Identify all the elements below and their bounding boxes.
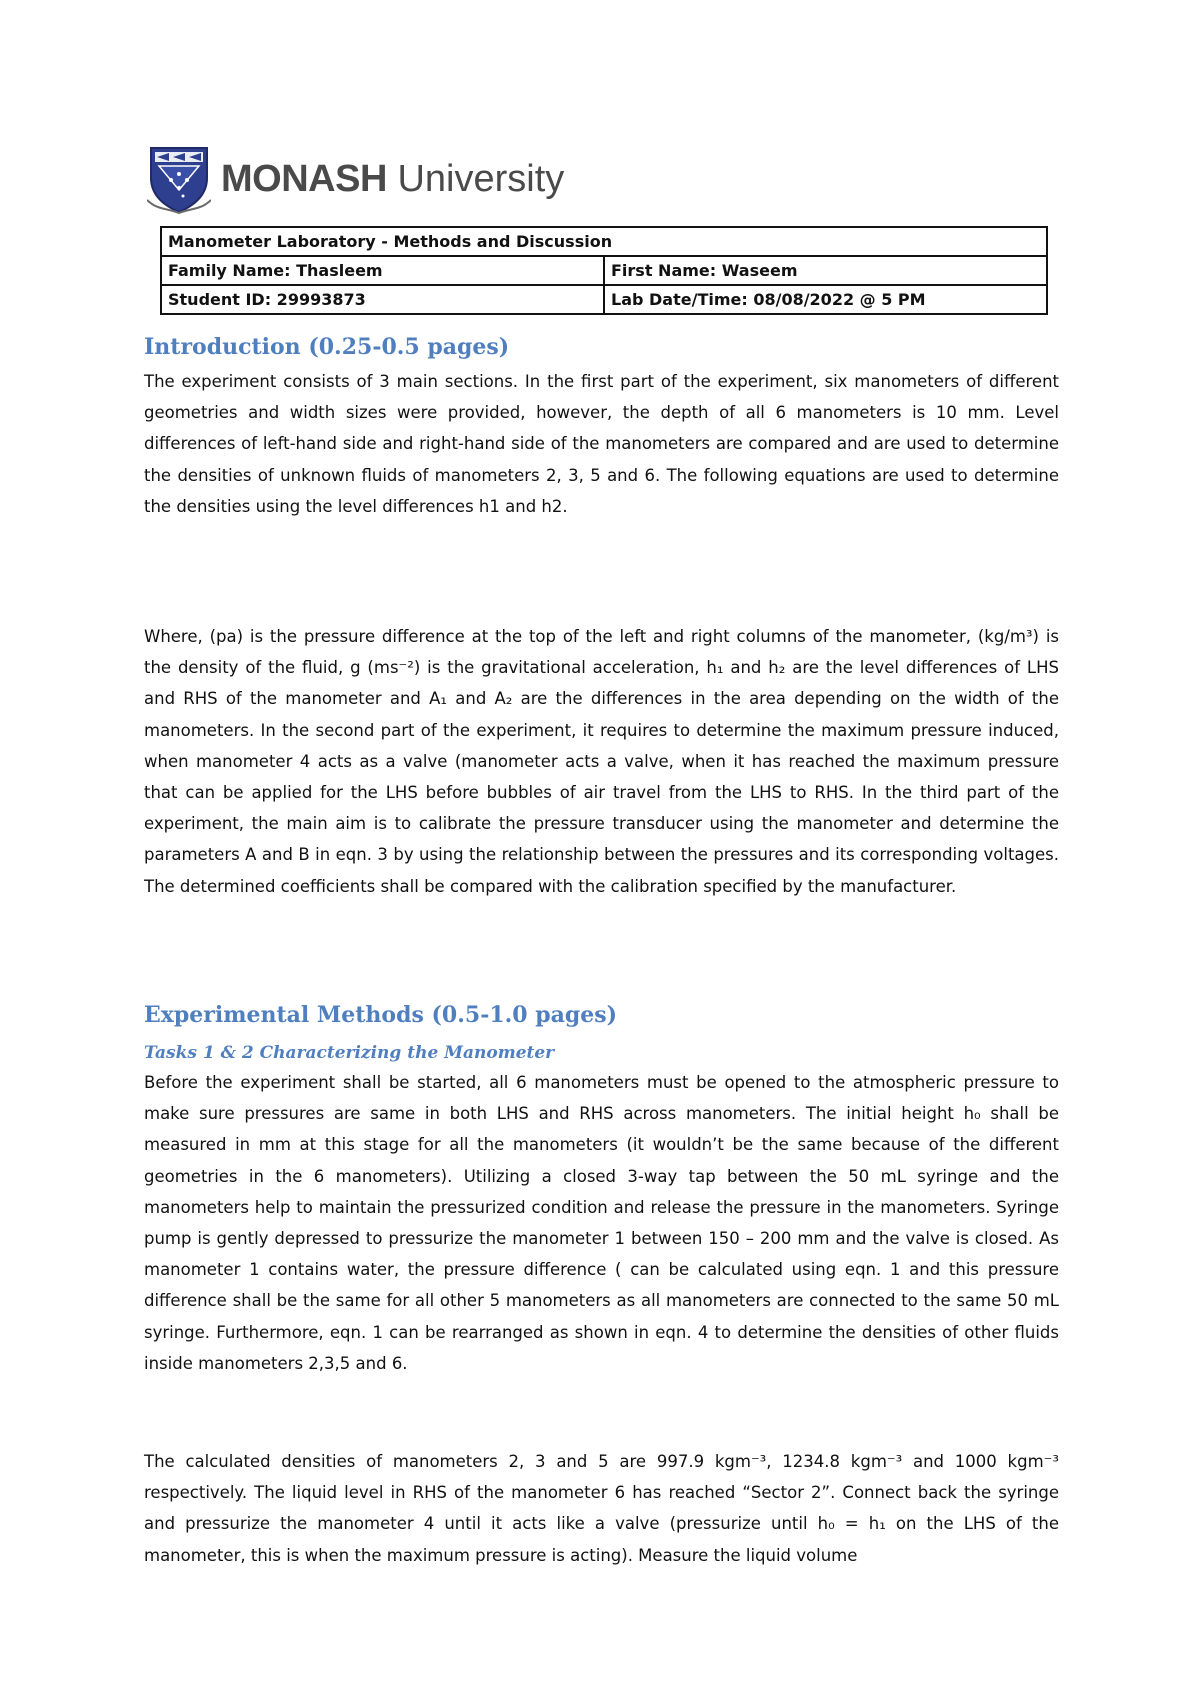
logo-wordmark (221, 160, 564, 198)
monash-logo (147, 144, 564, 214)
family-name: Family Name: Thasleem (161, 256, 604, 285)
header-row-names (161, 256, 1047, 285)
lab-title: Manometer Laboratory - Methods and Discussion (161, 227, 1047, 256)
introduction-paragraph-2: Where, (pa) is the pressure difference at the top of the left and right columns of the manometer, (kg/m³) is the density of the fluid, g (ms⁻²) is the gravitational acceleration, h₁ and h₂ are the level differences of LHS and RHS of the manometer and A₁ and A₂ are the differences in the area depending on the width of the manometers. In the second part of the experiment, it requires to determine the maximum pressure induced, when manometer 4 acts as a valve (manometer acts a valve, when it has reached the maximum pressure that can be applied for the LHS before bubbles of air travel from the LHS to RHS. In the third part of the experiment, the main aim is to calibrate the pressure transducer using the manometer and determine the parameters A and B in eqn. 3 by using the relationship between the pressures and its corresponding voltages. The determined coefficients shall be compared with the calibration specified by the manufacturer. (144, 627, 1059, 896)
lab-date-time: Lab Date/Time: 08/08/2022 @ 5 PM (604, 285, 1047, 314)
logo-university: University (386, 158, 565, 200)
logo-brand: MONASH (221, 158, 387, 200)
introduction-paragraph-1: The experiment consists of 3 main sections. In the first part of the experiment, six manometers of different geometries and width sizes were provided, however, the depth of all 6 manometers is 10 mm. Level differences of left-hand side and right-hand side of the manometers are compared and are used to determine the densities of unknown fluids of manometers 2, 3, 5 and 6. The following equations are used to determine the densities using the level differences h1 and h2. (144, 372, 1059, 516)
student-id: Student ID: 29993873 (161, 285, 604, 314)
methods-paragraph-1: Before the experiment shall be started, all 6 manometers must be opened to the atmospheric pressure to make sure pressures are same in both LHS and RHS across manometers. The initial height h₀ shall be measured in mm at this stage for all the manometers (it wouldn’t be the same because of the different geometries in the 6 manometers). Utilizing a closed 3-way tap between the 50 mL syringe and the manometers help to maintain the pressurized condition and release the pressure in the manometers. Syringe pump is gently depressed to pressurize the manometer 1 between 150 – 200 mm and the valve is closed. As manometer 1 contains water, the pressure difference ( can be calculated using eqn. 1 and this pressure difference shall be the same for all other 5 manometers as all manometers are connected to the same 50 mL syringe. Furthermore, eqn. 1 can be rearranged as shown in eqn. 4 to determine the densities of other fluids inside manometers 2,3,5 and 6. (144, 1073, 1059, 1373)
header-row-ids (161, 285, 1047, 314)
monash-crest-icon (147, 144, 211, 214)
methods-heading: Experimental Methods (0.5-1.0 pages) (144, 1002, 618, 1028)
methods-subheading: Tasks 1 & 2 Characterizing the Manometer (144, 1043, 555, 1063)
first-name: First Name: Waseem (604, 256, 1047, 285)
introduction-heading: Introduction (0.25-0.5 pages) (144, 334, 510, 360)
methods-paragraph-2: The calculated densities of manometers 2, 3 and 5 are 997.9 kgm⁻³, 1234.8 kgm⁻³ and 1000 kgm⁻³ respectively. The liquid level in RHS of the manometer 6 has reached “Sector 2”. Connect back the syringe and pressurize the manometer 4 until it acts like a valve (pressurize until h₀ = h₁ on the LHS of the manometer, this is when the maximum pressure is acting). Measure the liquid volume (144, 1452, 1059, 1565)
header-row-title (161, 227, 1047, 256)
header-table (160, 226, 1048, 315)
